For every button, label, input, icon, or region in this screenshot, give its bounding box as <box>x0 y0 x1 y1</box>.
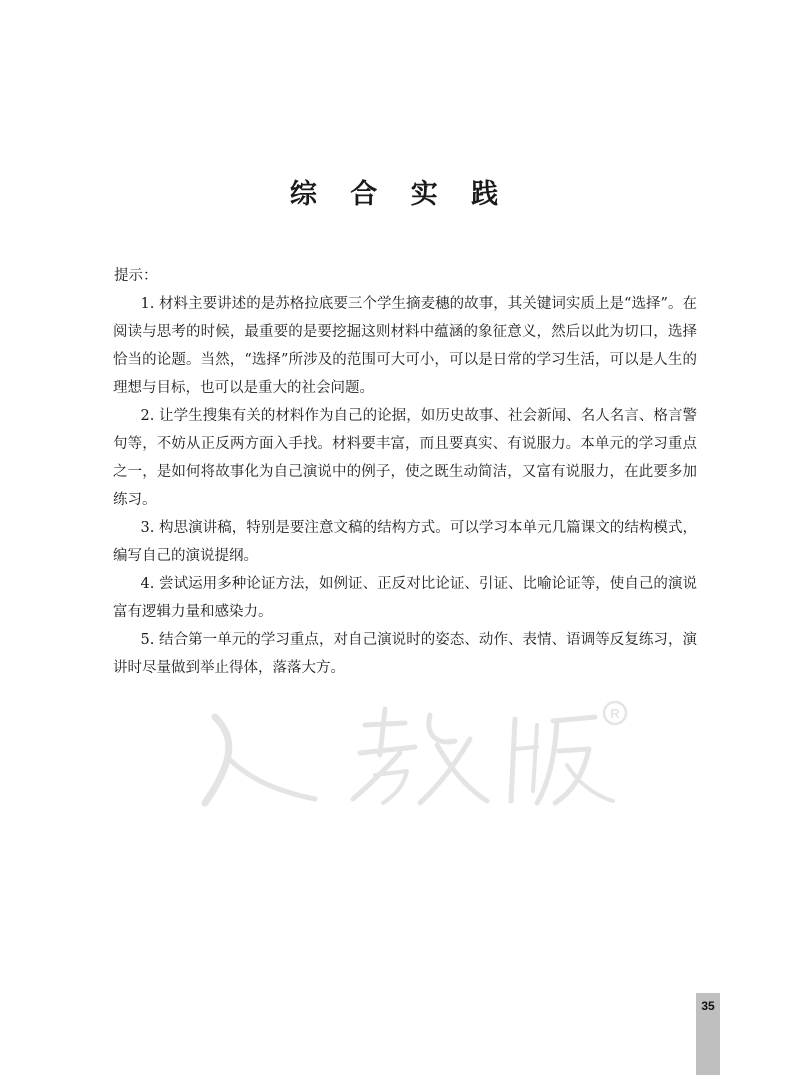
hint-paragraph-2: 2. 让学生搜集有关的材料作为自己的论据，如历史故事、社会新闻、名人名言、格言警句等，不妨从正反两方面入手找。材料要丰富，而且要真实、有说服力。本单元的学习重点之一，是如何将故事化为自己演说中的例子，使之既生动简洁，又富有说服力，在此要多加练习。 <box>113 408 697 508</box>
svg-text:R: R <box>610 706 620 721</box>
hint-paragraph-4: 4. 尝试运用多种论证方法，如例证、正反对比论证、引证、比喻论证等，使自己的演说富有逻辑力量和感染力。 <box>113 576 697 620</box>
page-number: 35 <box>701 999 715 1013</box>
hint-section <box>113 262 697 682</box>
hint-label: 提示： <box>114 268 158 284</box>
page-title: 综 合 实 践 <box>289 179 511 210</box>
hint-paragraph-5: 5. 结合第一单元的学习重点，对自己演说时的姿态、动作、表情、语调等反复练习，演讲时尽量做到举止得体，落落大方。 <box>113 632 697 676</box>
hint-paragraph-1: 1. 材料主要讲述的是苏格拉底要三个学生摘麦穗的故事，其关键词实质上是“选择”。在阅读与思考的时候，最重要的是要挖掘这则材料中蕴涵的象征意义，然后以此为切口，选择恰当的论题。当然，“选择”所涉及的范围可大可小，可以是日常的学习生活，可以是人生的理想与目标，也可以是重大的社会问题。 <box>113 296 697 396</box>
hint-paragraph-3: 3. 构思演讲稿，特别是要注意文稿的结构方式。可以学习本单元几篇课文的结构模式，编写自己的演说提纲。 <box>113 520 697 564</box>
publisher-watermark-logo <box>175 695 635 815</box>
